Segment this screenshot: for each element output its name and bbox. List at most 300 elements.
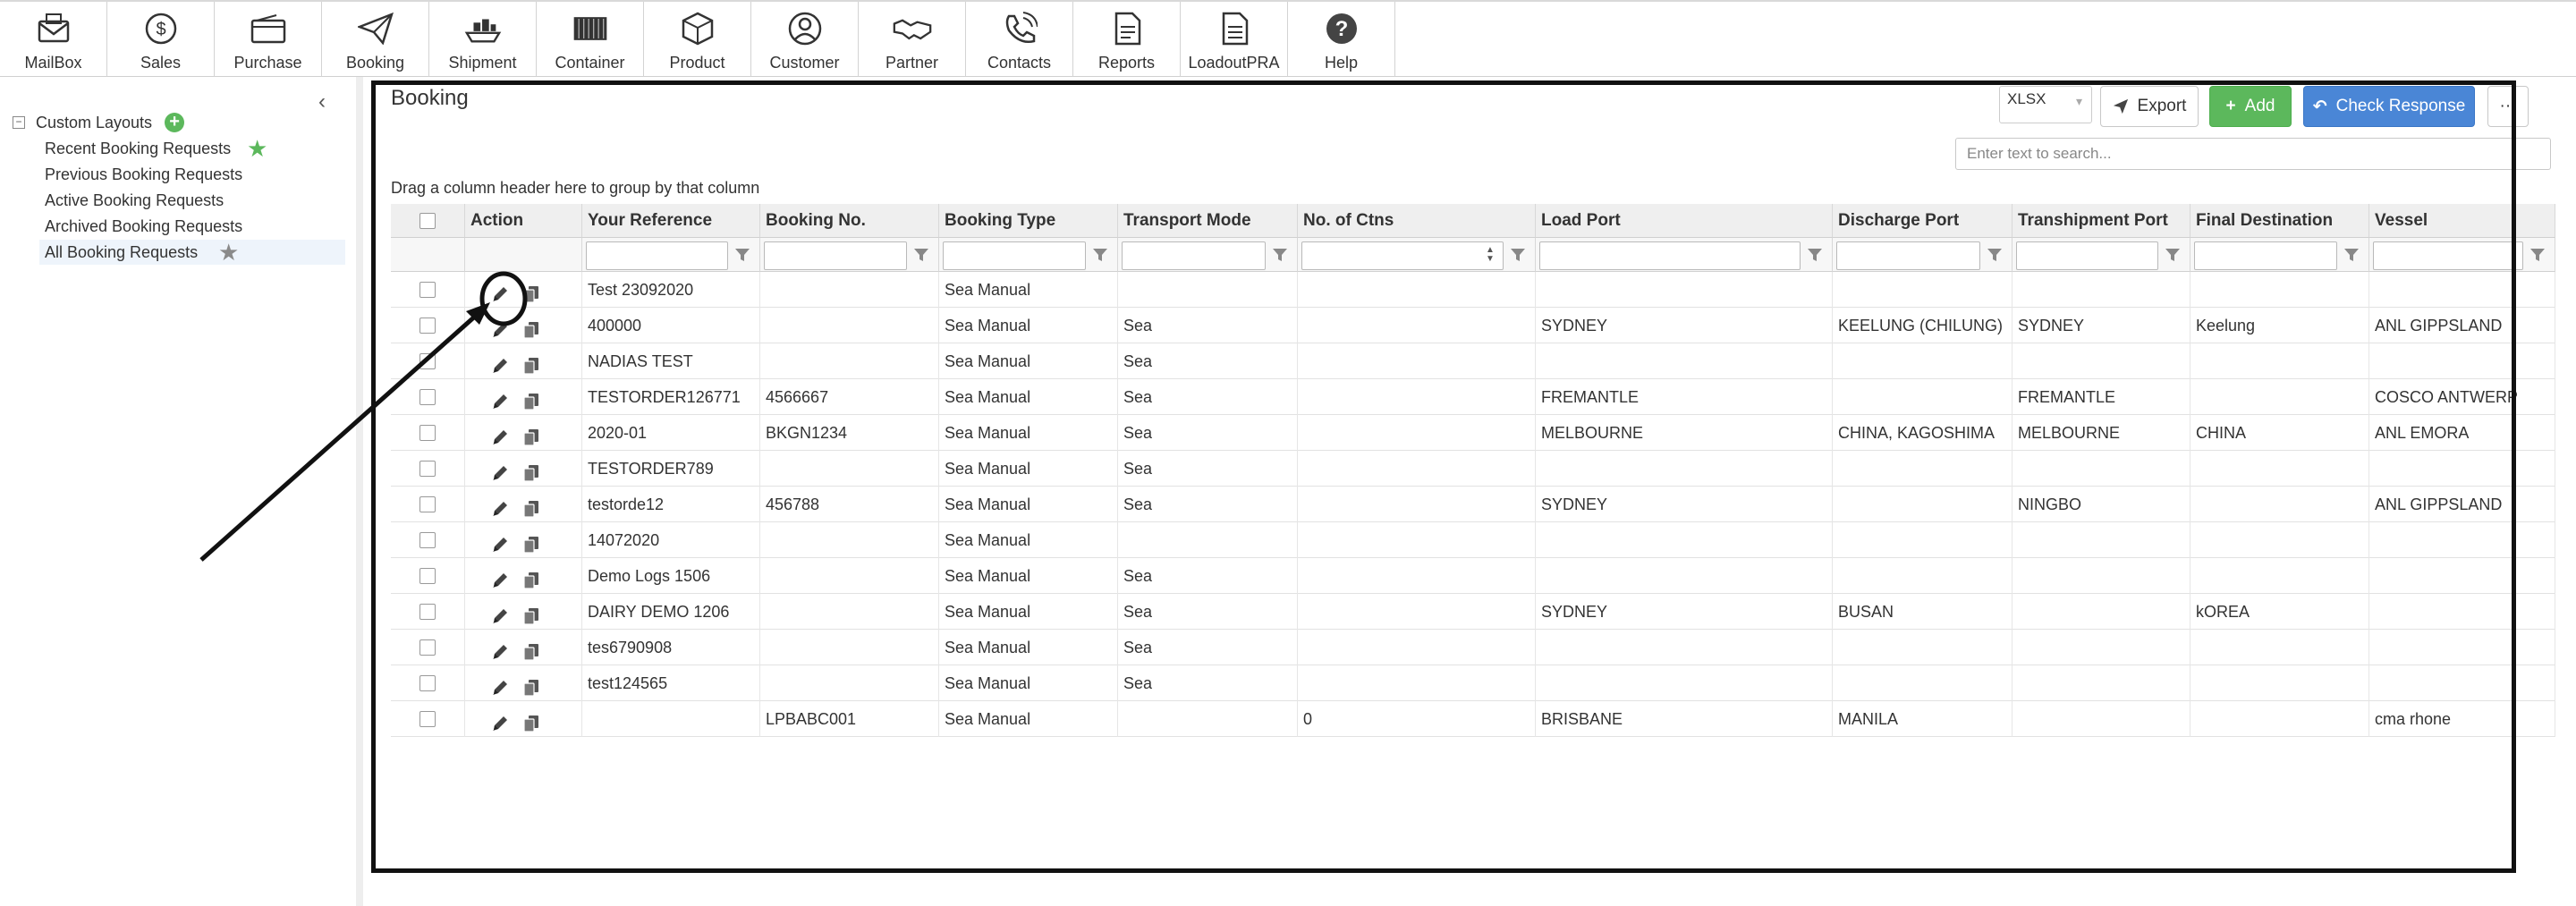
row-checkbox[interactable] xyxy=(419,353,436,369)
row-action-cell xyxy=(465,343,582,379)
table-cell: 0 xyxy=(1298,701,1536,737)
table-cell xyxy=(2190,665,2369,701)
table-cell xyxy=(2012,701,2190,737)
table-cell: Sea xyxy=(1118,487,1298,522)
add-label: Add xyxy=(2244,97,2275,115)
table-cell: Sea Manual xyxy=(939,558,1118,594)
number-spinner-icon[interactable]: ▲ ▼ xyxy=(1486,245,1495,264)
sidebar-item-label: Previous Booking Requests xyxy=(45,165,243,183)
top-navigation xyxy=(0,0,2576,77)
sidebar-item-label: Archived Booking Requests xyxy=(45,217,243,235)
table-row xyxy=(391,487,2555,522)
table-cell xyxy=(2369,558,2555,594)
add-layout-icon[interactable]: + xyxy=(165,113,184,132)
table-cell xyxy=(1298,558,1536,594)
edit-icon[interactable] xyxy=(490,281,510,308)
filter-icon[interactable] xyxy=(1986,246,2004,264)
table-row xyxy=(391,343,2555,379)
table-cell xyxy=(2012,522,2190,558)
edit-icon[interactable] xyxy=(490,317,510,343)
table-cell: DAIRY DEMO 1206 xyxy=(582,594,760,630)
table-cell xyxy=(1536,665,1833,701)
table-cell: CHINA xyxy=(2190,415,2369,451)
column-filter-input[interactable] xyxy=(586,241,728,270)
column-header-label: Transhipment Port xyxy=(2018,211,2168,230)
row-select-cell xyxy=(391,451,465,487)
table-cell xyxy=(760,343,939,379)
table-cell: Sea xyxy=(1118,379,1298,415)
copy-icon[interactable] xyxy=(522,567,540,594)
edit-icon[interactable] xyxy=(490,388,510,415)
table-cell: NINGBO xyxy=(2012,487,2190,522)
box-icon xyxy=(678,11,717,47)
row-select-cell xyxy=(391,558,465,594)
row-action-cell xyxy=(465,415,582,451)
filter-icon[interactable] xyxy=(1509,246,1527,264)
table-cell xyxy=(2190,343,2369,379)
filter-cell xyxy=(939,238,1118,272)
column-header-booking-no[interactable] xyxy=(760,204,939,238)
table-cell xyxy=(2190,630,2369,665)
row-checkbox[interactable] xyxy=(419,389,436,405)
table-cell xyxy=(2369,522,2555,558)
nav-label: Customer xyxy=(769,54,840,72)
table-cell xyxy=(1298,451,1536,487)
copy-icon[interactable] xyxy=(522,639,540,665)
sidebar-item-label: Recent Booking Requests xyxy=(45,140,232,157)
column-filter-input[interactable] xyxy=(764,241,907,270)
select-filter-cell xyxy=(391,238,465,272)
row-checkbox[interactable] xyxy=(419,425,436,441)
add-button[interactable] xyxy=(2209,86,2292,127)
nav-item-reports[interactable] xyxy=(1073,2,1181,77)
column-header-action[interactable] xyxy=(465,204,582,238)
table-cell xyxy=(2190,522,2369,558)
row-action-cell xyxy=(465,487,582,522)
row-select-cell xyxy=(391,665,465,701)
collapse-tree-icon[interactable]: − xyxy=(13,116,25,129)
table-cell xyxy=(1833,451,2012,487)
nav-label: Partner xyxy=(885,54,939,72)
row-checkbox[interactable] xyxy=(419,675,436,691)
table-cell: MELBOURNE xyxy=(1536,415,1833,451)
table-cell xyxy=(1298,594,1536,630)
send-icon xyxy=(2113,98,2129,114)
custom-layouts-node xyxy=(13,113,184,132)
reply-icon: ↶ xyxy=(2312,97,2327,116)
column-header-label: Final Destination xyxy=(2196,211,2334,230)
row-action-cell xyxy=(465,701,582,737)
table-cell xyxy=(1298,522,1536,558)
table-cell: Keelung xyxy=(2190,308,2369,343)
table-cell: Test 23092020 xyxy=(582,272,760,308)
nav-label: Product xyxy=(669,54,725,72)
table-cell xyxy=(2190,701,2369,737)
table-cell: testorde12 xyxy=(582,487,760,522)
column-header-transhipment-port[interactable] xyxy=(2012,204,2190,238)
row-select-cell xyxy=(391,630,465,665)
table-cell xyxy=(1298,272,1536,308)
copy-icon[interactable] xyxy=(522,460,540,487)
nav-item-contacts[interactable] xyxy=(966,2,1073,77)
filter-icon[interactable] xyxy=(1091,246,1109,264)
column-header-final-destination[interactable] xyxy=(2190,204,2369,238)
edit-icon[interactable] xyxy=(490,352,510,379)
table-cell xyxy=(760,308,939,343)
table-row xyxy=(391,558,2555,594)
filter-icon[interactable] xyxy=(1806,246,1824,264)
table-cell: ANL EMORA xyxy=(2369,415,2555,451)
table-cell: BUSAN xyxy=(1833,594,2012,630)
table-cell: FREMANTLE xyxy=(1536,379,1833,415)
column-filter-input[interactable] xyxy=(1539,241,1801,270)
table-cell xyxy=(2012,630,2190,665)
row-action-cell xyxy=(465,630,582,665)
table-cell xyxy=(2369,451,2555,487)
column-header-label: Booking No. xyxy=(766,211,866,230)
filter-cell xyxy=(582,238,760,272)
table-cell xyxy=(2012,343,2190,379)
table-cell: 4566667 xyxy=(760,379,939,415)
export-button[interactable] xyxy=(2100,86,2199,127)
filter-cell xyxy=(1298,238,1536,272)
table-cell: test124565 xyxy=(582,665,760,701)
table-cell xyxy=(2369,630,2555,665)
column-filter-input[interactable] xyxy=(1122,241,1266,270)
column-filter-input[interactable] xyxy=(1301,241,1504,270)
table-cell: 456788 xyxy=(760,487,939,522)
table-cell: KEELUNG (CHILUNG) xyxy=(1833,308,2012,343)
copy-icon[interactable] xyxy=(522,424,540,451)
nav-label: Booking xyxy=(345,54,405,72)
nav-label: Container xyxy=(555,54,625,72)
ship-icon xyxy=(463,11,503,47)
table-cell xyxy=(1118,522,1298,558)
row-checkbox[interactable] xyxy=(419,282,436,298)
table-cell: SYDNEY xyxy=(1536,308,1833,343)
table-cell xyxy=(1298,487,1536,522)
column-filter-input[interactable] xyxy=(1836,241,1980,270)
table-cell: 400000 xyxy=(582,308,760,343)
row-select-cell xyxy=(391,379,465,415)
filter-cell xyxy=(2369,238,2555,272)
select-column-header xyxy=(391,204,465,238)
nav-label: LoadoutPRA xyxy=(1188,54,1280,72)
table-cell xyxy=(1536,522,1833,558)
column-filter-input[interactable] xyxy=(2194,241,2337,270)
table-cell xyxy=(2012,665,2190,701)
column-header-discharge-port[interactable] xyxy=(1833,204,2012,238)
table-cell xyxy=(2190,487,2369,522)
nav-label: Sales xyxy=(140,54,182,72)
nav-item-container[interactable] xyxy=(537,2,644,77)
column-header-booking-type[interactable] xyxy=(939,204,1118,238)
table-row xyxy=(391,522,2555,558)
table-cell: SYDNEY xyxy=(2012,308,2190,343)
copy-icon[interactable] xyxy=(522,317,540,343)
row-checkbox[interactable] xyxy=(419,461,436,477)
table-cell xyxy=(2369,343,2555,379)
nav-item-loadoutpra[interactable] xyxy=(1181,2,1288,77)
table-cell xyxy=(1298,630,1536,665)
row-select-cell xyxy=(391,594,465,630)
table-cell: FREMANTLE xyxy=(2012,379,2190,415)
edit-icon[interactable] xyxy=(490,424,510,451)
table-cell: Sea xyxy=(1118,308,1298,343)
table-cell: SYDNEY xyxy=(1536,487,1833,522)
table-cell: MELBOURNE xyxy=(2012,415,2190,451)
table-cell xyxy=(1298,665,1536,701)
nav-item-partner[interactable] xyxy=(859,2,966,77)
export-format-select[interactable] xyxy=(1999,86,2092,123)
table-cell xyxy=(1833,665,2012,701)
sidebar-item-layout[interactable] xyxy=(39,136,345,161)
copy-icon[interactable] xyxy=(522,531,540,558)
table-cell: Sea xyxy=(1118,630,1298,665)
copy-icon[interactable] xyxy=(522,388,540,415)
table-cell xyxy=(1833,630,2012,665)
edit-icon[interactable] xyxy=(490,603,510,630)
table-cell xyxy=(2369,272,2555,308)
table-cell: 14072020 xyxy=(582,522,760,558)
row-action-cell xyxy=(465,594,582,630)
table-cell xyxy=(1833,343,2012,379)
row-action-cell xyxy=(465,451,582,487)
table-cell xyxy=(2369,665,2555,701)
sidebar-item-layout[interactable] xyxy=(39,240,345,265)
table-cell xyxy=(1536,343,1833,379)
row-select-cell xyxy=(391,272,465,308)
edit-icon[interactable] xyxy=(490,674,510,701)
edit-icon[interactable] xyxy=(490,639,510,665)
nav-label: Reports xyxy=(1097,54,1156,72)
row-select-cell xyxy=(391,343,465,379)
table-cell xyxy=(1298,343,1536,379)
column-header-label: Transport Mode xyxy=(1123,211,1251,230)
filter-icon[interactable] xyxy=(1271,246,1289,264)
table-cell xyxy=(1536,630,1833,665)
paper-plane-icon xyxy=(356,11,395,47)
column-header-label: Load Port xyxy=(1541,211,1621,230)
table-row xyxy=(391,665,2555,701)
copy-icon[interactable] xyxy=(522,495,540,522)
plus-icon: + xyxy=(2225,97,2236,115)
edit-icon[interactable] xyxy=(490,710,510,737)
table-cell: Sea Manual xyxy=(939,522,1118,558)
table-cell xyxy=(2012,272,2190,308)
table-cell: COSCO ANTWERP xyxy=(2369,379,2555,415)
select-all-checkbox[interactable] xyxy=(419,213,436,229)
nav-item-product[interactable] xyxy=(644,2,751,77)
dollar-icon xyxy=(141,11,181,47)
column-filter-input[interactable] xyxy=(943,241,1086,270)
row-checkbox[interactable] xyxy=(419,568,436,584)
svg-text:$: $ xyxy=(155,20,166,39)
column-header-label: Vessel xyxy=(2375,211,2428,230)
sidebar-item-layout[interactable] xyxy=(39,188,345,213)
table-cell: Sea Manual xyxy=(939,308,1118,343)
nav-item-help[interactable] xyxy=(1288,2,1395,77)
filter-icon[interactable] xyxy=(912,246,930,264)
nav-item-shipment[interactable] xyxy=(429,2,537,77)
row-select-cell xyxy=(391,487,465,522)
container-icon xyxy=(571,11,610,47)
table-cell: Sea xyxy=(1118,594,1298,630)
table-cell: Demo Logs 1506 xyxy=(582,558,760,594)
column-header-label: Booking Type xyxy=(945,211,1056,230)
filter-icon[interactable] xyxy=(2529,246,2546,264)
column-filter-input[interactable] xyxy=(2016,241,2158,270)
sidebar-item-layout[interactable] xyxy=(39,214,345,239)
more-options-button[interactable] xyxy=(2487,86,2529,127)
column-filter-input[interactable] xyxy=(2373,241,2523,270)
edit-icon[interactable] xyxy=(490,531,510,558)
table-cell: kOREA xyxy=(2190,594,2369,630)
table-cell: BKGN1234 xyxy=(760,415,939,451)
sidebar-item-label: Active Booking Requests xyxy=(45,191,225,209)
more-icon: ··· xyxy=(2499,97,2517,115)
table-cell: Sea Manual xyxy=(939,665,1118,701)
table-cell: ANL GIPPSLAND xyxy=(2369,308,2555,343)
column-header-no-of-ctns[interactable] xyxy=(1298,204,1536,238)
table-cell: SYDNEY xyxy=(1536,594,1833,630)
nav-label: MailBox xyxy=(24,54,82,72)
document-icon xyxy=(1215,11,1254,47)
nav-item-customer[interactable] xyxy=(751,2,859,77)
table-row xyxy=(391,272,2555,308)
edit-icon[interactable] xyxy=(490,567,510,594)
column-header-vessel[interactable] xyxy=(2369,204,2555,238)
table-cell xyxy=(1536,272,1833,308)
table-cell: Sea xyxy=(1118,343,1298,379)
table-cell: Sea xyxy=(1118,558,1298,594)
chevron-down-icon: ▾ xyxy=(2075,94,2082,108)
filter-cell xyxy=(2012,238,2190,272)
table-cell xyxy=(1833,272,2012,308)
filter-cell xyxy=(1536,238,1833,272)
filter-icon[interactable] xyxy=(733,246,751,264)
table-cell: Sea Manual xyxy=(939,487,1118,522)
row-action-cell xyxy=(465,308,582,343)
collapse-panel-icon[interactable]: ‹ xyxy=(318,89,326,114)
table-cell: Sea xyxy=(1118,665,1298,701)
row-checkbox[interactable] xyxy=(419,532,436,548)
copy-icon[interactable] xyxy=(522,281,540,308)
user-icon xyxy=(785,11,825,47)
table-cell: BRISBANE xyxy=(1536,701,1833,737)
copy-icon[interactable] xyxy=(522,603,540,630)
filter-cell xyxy=(1833,238,2012,272)
edit-icon[interactable] xyxy=(490,460,510,487)
sidebar-item-label: All Booking Requests xyxy=(45,243,199,261)
table-cell xyxy=(1298,415,1536,451)
nav-item-booking[interactable] xyxy=(322,2,429,77)
column-header-your-reference[interactable] xyxy=(582,204,760,238)
column-header-load-port[interactable] xyxy=(1536,204,1833,238)
table-cell xyxy=(2190,558,2369,594)
column-header-transport-mode[interactable] xyxy=(1118,204,1298,238)
nav-item-mailbox[interactable] xyxy=(0,2,107,77)
row-action-cell xyxy=(465,522,582,558)
sidebar-item-layout[interactable] xyxy=(39,162,345,187)
row-select-cell xyxy=(391,701,465,737)
table-cell xyxy=(1298,308,1536,343)
left-panel xyxy=(0,77,363,906)
table-cell xyxy=(760,522,939,558)
table-row xyxy=(391,308,2555,343)
row-checkbox[interactable] xyxy=(419,318,436,334)
table-row xyxy=(391,379,2555,415)
table-cell xyxy=(760,451,939,487)
row-action-cell xyxy=(465,665,582,701)
table-cell xyxy=(1833,379,2012,415)
table-cell: LPBABC001 xyxy=(760,701,939,737)
table-cell: Sea Manual xyxy=(939,630,1118,665)
row-action-cell xyxy=(465,558,582,594)
row-action-cell xyxy=(465,272,582,308)
table-cell xyxy=(760,594,939,630)
star-icon[interactable]: ★ xyxy=(247,135,268,162)
table-cell: MANILA xyxy=(1833,701,2012,737)
edit-icon[interactable] xyxy=(490,495,510,522)
table-cell xyxy=(2190,379,2369,415)
nav-item-sales[interactable] xyxy=(107,2,215,77)
table-cell: Sea Manual xyxy=(939,415,1118,451)
copy-icon[interactable] xyxy=(522,674,540,701)
table-cell: Sea Manual xyxy=(939,343,1118,379)
table-cell: NADIAS TEST xyxy=(582,343,760,379)
row-checkbox[interactable] xyxy=(419,639,436,656)
filter-cell xyxy=(465,238,582,272)
group-by-hint: Drag a column header here to group by that column xyxy=(391,179,760,197)
table-cell: TESTORDER126771 xyxy=(582,379,760,415)
copy-icon[interactable] xyxy=(522,710,540,737)
filter-cell xyxy=(1118,238,1298,272)
table-cell: TESTORDER789 xyxy=(582,451,760,487)
nav-item-purchase[interactable] xyxy=(215,2,322,77)
copy-icon[interactable] xyxy=(522,352,540,379)
table-cell xyxy=(2190,272,2369,308)
table-cell xyxy=(1118,701,1298,737)
star-icon[interactable]: ★ xyxy=(218,239,240,266)
table-row xyxy=(391,415,2555,451)
table-cell xyxy=(1833,487,2012,522)
search-input[interactable] xyxy=(1955,138,2551,170)
column-header-label: No. of Ctns xyxy=(1303,211,1394,230)
row-checkbox[interactable] xyxy=(419,496,436,512)
table-cell xyxy=(760,558,939,594)
table-cell: 2020-01 xyxy=(582,415,760,451)
table-cell: tes6790908 xyxy=(582,630,760,665)
row-checkbox[interactable] xyxy=(419,711,436,727)
table-cell xyxy=(1833,522,2012,558)
filter-cell xyxy=(760,238,939,272)
check-response-button[interactable] xyxy=(2303,86,2475,127)
row-select-cell xyxy=(391,415,465,451)
nav-label: Shipment xyxy=(448,54,517,72)
check-response-label: Check Response xyxy=(2335,97,2466,115)
column-header-label: Discharge Port xyxy=(1838,211,1960,230)
table-row xyxy=(391,451,2555,487)
filter-icon[interactable] xyxy=(2164,246,2182,264)
table-cell xyxy=(760,665,939,701)
row-checkbox[interactable] xyxy=(419,604,436,620)
report-icon xyxy=(1107,11,1147,47)
filter-icon[interactable] xyxy=(2343,246,2360,264)
handshake-icon xyxy=(893,11,932,47)
table-cell xyxy=(1118,272,1298,308)
table-cell xyxy=(1833,558,2012,594)
